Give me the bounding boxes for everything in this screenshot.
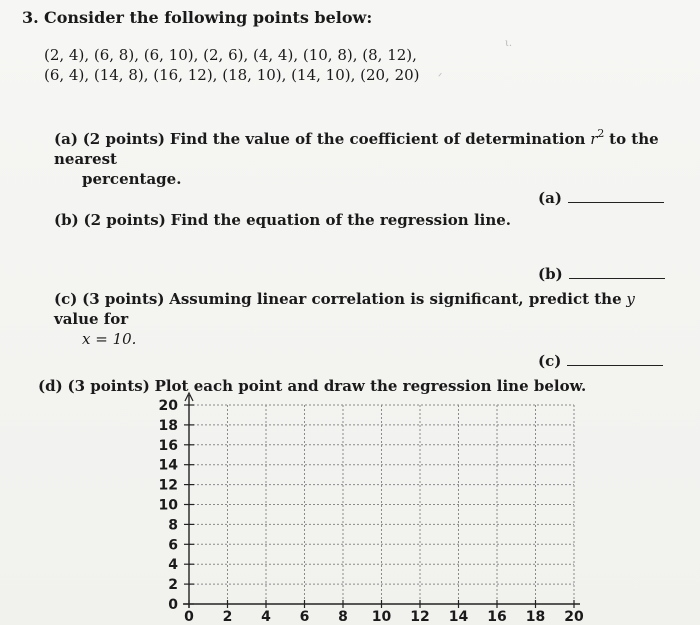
y-tick-label: 4 — [168, 557, 178, 574]
part-a-answer-label: (a) — [538, 189, 562, 207]
y-tick-label: 8 — [168, 517, 178, 534]
part-b-text-1: Find the equation of the regression line. — [170, 211, 512, 229]
y-tick-label: 16 — [158, 437, 178, 454]
grid-lines — [189, 405, 574, 604]
part-c-text-2: value for — [54, 310, 129, 328]
y-tick-label: 10 — [158, 497, 178, 514]
points-list-line-1: (2, 4), (6, 8), (6, 10), (2, 6), (4, 4), (10, 8), (8, 12), — [44, 46, 417, 64]
stray-mark: ι. — [505, 38, 513, 49]
y-tick-label: 14 — [158, 457, 178, 474]
x-tick-label: 12 — [410, 609, 430, 625]
part-a-label: (a) — [54, 130, 78, 148]
part-a-exponent: 2 — [597, 127, 605, 140]
stray-mark: ᐟ — [438, 72, 443, 83]
part-c-variable: y — [626, 290, 635, 308]
x-tick-label: 2 — [222, 609, 233, 625]
part-a-variable: r — [590, 130, 598, 148]
part-a-text-3: percentage. — [82, 170, 182, 188]
part-a-points: (2 points) — [82, 130, 166, 148]
x-tick-label: 6 — [299, 609, 310, 625]
part-b-points: (2 points) — [83, 211, 166, 229]
part-d-label: (d) — [38, 377, 63, 395]
part-d-points: (3 points) — [67, 377, 150, 395]
part-b-label: (b) — [54, 211, 79, 229]
problem-number: 3. — [22, 8, 39, 27]
part-c-label: (c) — [54, 290, 78, 308]
x-tick-label: 4 — [261, 609, 271, 625]
x-tick-label: 18 — [525, 609, 546, 625]
part-c-text-1: Assuming linear correlation is significant, predict the — [169, 290, 622, 308]
part-a-text-2: to the nearest — [54, 130, 659, 168]
y-tick-label: 18 — [158, 417, 178, 434]
part-c-answer-label: (c) — [538, 352, 562, 370]
x-tick-label: 16 — [487, 609, 507, 625]
x-tick-label: 20 — [564, 609, 584, 625]
problem-intro: Consider the following points below: — [44, 8, 373, 27]
part-d-text-1: Plot each point and draw the regression line below. — [154, 377, 587, 395]
part-c-text-3: x = 10. — [82, 330, 137, 348]
x-tick-label: 14 — [448, 609, 469, 625]
points-list-line-2: (6, 4), (14, 8), (16, 12), (18, 10), (14, 10), (20, 20) — [44, 66, 420, 84]
x-tick-label: 10 — [371, 609, 392, 625]
part-c-points: (3 points) — [82, 290, 165, 308]
x-tick-label: 0 — [184, 609, 194, 625]
y-tick-label: 20 — [158, 398, 178, 414]
y-tick-label: 6 — [168, 537, 178, 554]
y-tick-label: 12 — [158, 477, 178, 494]
part-b-answer-label: (b) — [538, 265, 563, 283]
y-tick-label: 2 — [168, 577, 178, 594]
x-tick-label: 8 — [338, 609, 348, 625]
y-tick-label: 0 — [168, 597, 178, 613]
tick-labels — [159, 398, 584, 625]
part-a-text-1: Find the value of the coefficient of determination — [169, 130, 586, 148]
